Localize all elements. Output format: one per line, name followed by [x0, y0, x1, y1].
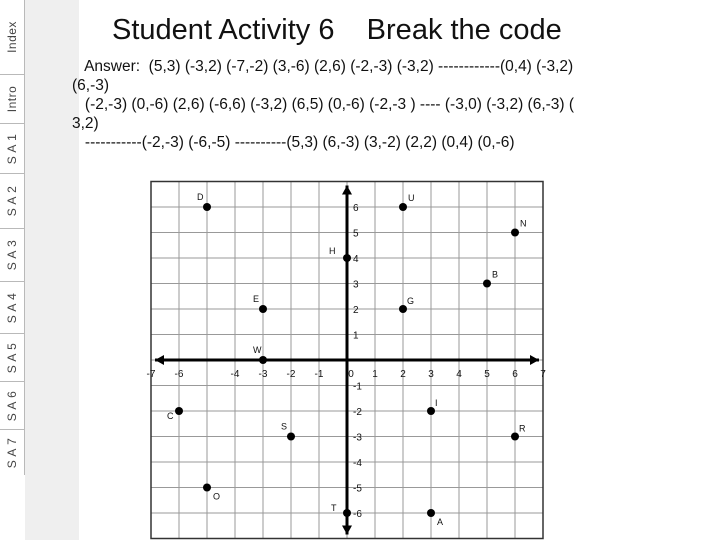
answer-line: (6,-3): [72, 77, 110, 94]
plotted-point: [483, 280, 491, 288]
x-axis-arrow-right: [530, 355, 539, 365]
y-tick-label: 6: [353, 203, 359, 214]
y-tick-label: -2: [353, 407, 362, 418]
plotted-point: [399, 305, 407, 313]
nav-tab-intro[interactable]: [0, 75, 24, 124]
x-tick-label: 7: [540, 369, 546, 380]
point-label: C: [167, 411, 174, 421]
point-label: U: [408, 193, 415, 203]
x-tick-label: -2: [286, 369, 296, 380]
answer-text-block: [72, 57, 720, 152]
x-tick-label: 1: [372, 369, 378, 380]
plotted-point: [259, 305, 267, 313]
point-label: D: [197, 192, 204, 202]
x-tick-label: 5: [484, 369, 490, 380]
nav-tab-sa5[interactable]: [0, 334, 24, 382]
nav-tab-label: S A 2: [5, 185, 19, 217]
x-tick-label: 3: [428, 369, 434, 380]
answer-line: (-2,-3) (0,-6) (2,6) (-6,6) (-3,2) (6,5) (0,-6) (-2,-3 ) ---- (-3,0) (-3,2) (6,-3) (: [72, 96, 575, 113]
nav-tab-sa3[interactable]: [0, 229, 24, 282]
nav-tab-sa7[interactable]: [0, 430, 24, 475]
plotted-point: [259, 356, 267, 364]
nav-tab-sa2[interactable]: [0, 174, 24, 229]
nav-tab-label: Intro: [5, 85, 19, 113]
plotted-point: [511, 229, 519, 237]
nav-tab-label: S A 1: [5, 133, 19, 164]
answer-line: Answer: (5,3) (-3,2) (-7,-2) (3,-6) (2,6) (-2,-3) (-3,2) ------------(0,4) (-3,2): [72, 58, 574, 75]
nav-tab-sa4[interactable]: [0, 282, 24, 334]
nav-tab-label: S A 3: [5, 239, 19, 271]
point-label: S: [281, 421, 288, 432]
y-tick-label: 3: [353, 279, 359, 291]
point-label: I: [435, 398, 438, 408]
decorative-side-strip: [25, 0, 79, 540]
x-tick-label: 0: [348, 369, 354, 380]
y-tick-label: 2: [353, 305, 359, 316]
nav-tab-sa6[interactable]: [0, 382, 24, 430]
x-tick-label: -7: [146, 369, 156, 380]
plotted-point: [175, 407, 183, 415]
point-label: A: [437, 517, 444, 527]
point-label: E: [253, 294, 260, 304]
plotted-point: [287, 433, 295, 441]
point-label: T: [331, 503, 337, 513]
point-label: R: [519, 423, 526, 434]
y-tick-label: -6: [353, 509, 362, 520]
axes: [155, 186, 539, 535]
nav-tab-label: S A 7: [5, 437, 19, 468]
y-axis-arrow-up: [342, 186, 352, 195]
x-axis-arrow-left: [155, 355, 164, 365]
nav-tab-label: Index: [5, 21, 19, 53]
x-tick-label: -3: [258, 369, 268, 380]
y-tick-label: 4: [353, 254, 359, 265]
x-tick-label: 4: [456, 369, 462, 380]
plotted-point: [343, 509, 351, 517]
slide-navigation-sidebar: [0, 0, 25, 475]
plotted-point: [203, 484, 211, 492]
plotted-point: [511, 433, 519, 441]
coordinate-grid: [146, 178, 560, 535]
nav-tab-label: S A 6: [5, 390, 19, 421]
x-tick-label: -1: [314, 369, 324, 380]
answer-line: -----------(-2,-3) (-6,-5) ----------(5,3) (6,-3) (3,-2) (2,2) (0,4) (0,-6): [72, 134, 515, 151]
y-tick-label: 1: [353, 330, 359, 342]
point-label: W: [253, 345, 262, 355]
plotted-point: [427, 509, 435, 517]
y-tick-label: -4: [353, 458, 362, 469]
answer-line: 3,2): [72, 115, 99, 132]
y-tick-label: 5: [353, 228, 359, 240]
plotted-point: [399, 203, 407, 211]
point-label: B: [492, 269, 499, 280]
nav-tab-label: S A 4: [5, 292, 19, 323]
x-tick-label: 2: [400, 369, 406, 380]
point-label: G: [407, 296, 415, 306]
nav-tab-label: S A 5: [5, 342, 19, 373]
y-tick-label: -3: [353, 432, 362, 444]
x-tick-label: -6: [174, 369, 184, 380]
y-axis-arrow-down: [342, 526, 352, 535]
point-label: H: [329, 246, 336, 256]
plotted-point: [203, 203, 211, 211]
nav-tab-index[interactable]: [0, 0, 24, 75]
x-tick-label: -4: [230, 369, 240, 380]
nav-tab-sa1[interactable]: [0, 124, 24, 174]
slide-title: Student Activity 6 Break the code: [112, 14, 562, 46]
y-tick-label: -1: [353, 381, 362, 393]
point-label: N: [520, 218, 527, 229]
plotted-point: [343, 254, 351, 262]
point-label: O: [213, 491, 221, 502]
plotted-point: [427, 407, 435, 415]
x-tick-label: 6: [512, 369, 518, 380]
y-tick-label: -5: [353, 483, 362, 495]
